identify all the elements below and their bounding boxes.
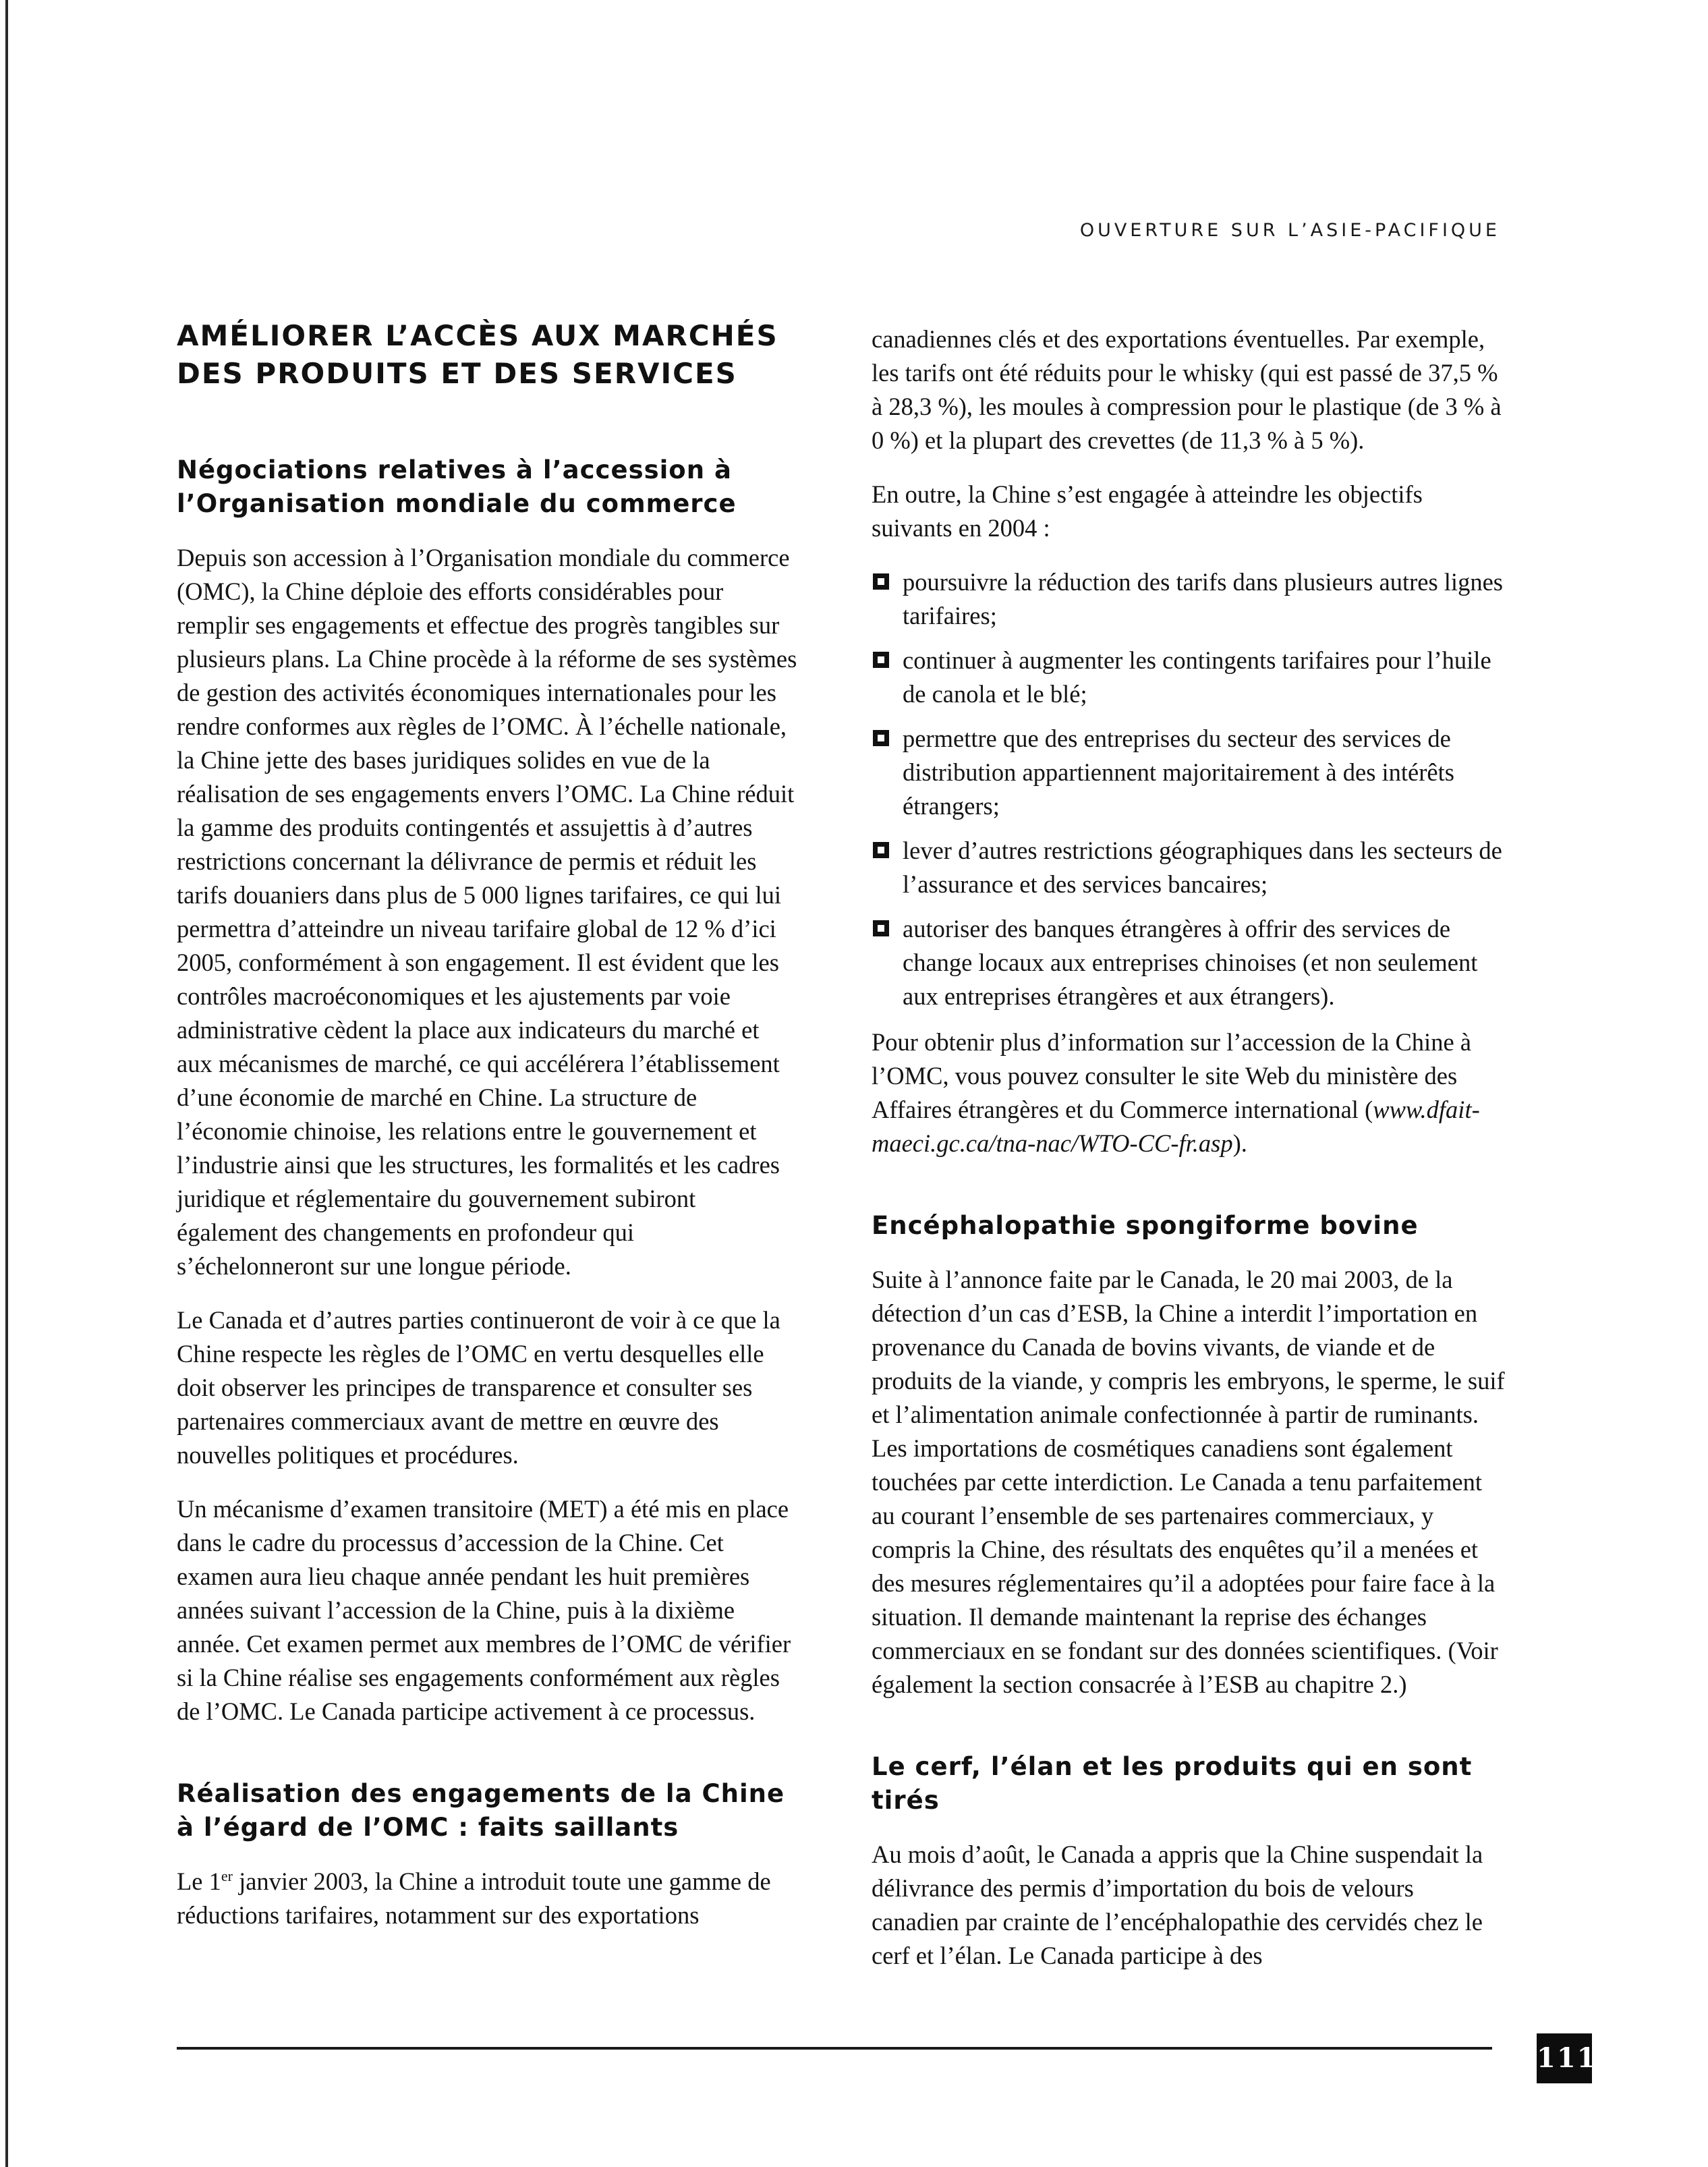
objectives-list [872, 565, 1506, 1013]
heading-commitments-line1: Réalisation des engagements de la Chine [177, 1779, 785, 1808]
right-column [872, 322, 1506, 1993]
square-bullet-icon [873, 920, 889, 936]
paragraph-more-info [872, 1025, 1506, 1160]
heading-commitments [177, 1777, 804, 1845]
paragraph-transparency: Le Canada et d’autres parties continueront de voir à ce que la Chine respecte les règles de l’OMC en vertu desquelles elle doit observer les principes de transparence et consulter ses partenaires commerciaux avant de mettre en œuvre des nouvelles politiques et procédures. [177, 1306, 780, 1469]
list-item [872, 644, 1506, 711]
heading-wto-accession-line1: Négociations relatives à l’accession à [177, 455, 732, 484]
page-binding-edge [5, 0, 8, 2167]
list-item [872, 722, 1506, 823]
paragraph-wto-progress: Depuis son accession à l’Organisation mondiale du commerce (OMC), la Chine déploie des efforts considérables pour remplir ses engagements et effectue des progrès tangibles sur plusieurs plans. La Chine procède à la réforme de ses systèmes de gestion des activités économiques internationales pour les rendre conformes aux règles de l’OMC. À l’échelle nationale, la Chine jette des bases juridiques solides en vue de la réalisation de ses engagements envers l’OMC. La Chine réduit la gamme des produits contingentés et assujettis à d’autres restrictions concernant la délivrance de permis et réduit les tarifs douaniers dans plus de 5 000 lignes tarifaires, ce qui lui permettra d’atteindre un niveau tarifaire global de 12 % d’ici 2005, conformément à son engagement. Il est évident que les contrôles macroéconomiques et les ajustements par voie administrative cèdent la place aux indicateurs du marché et aux mécanismes de marché, ce qui accélérera l’établissement d’une économie de marché en Chine. La structure de l’économie chinoise, les relations entre le gouvernement et l’industrie ainsi que les structures, les formalités et les cadres juridique et réglementaire du gouvernement subiront également des changements en profondeur qui s’échelonneront sur une longue période. [177, 544, 797, 1280]
more-info-close: ). [1232, 1129, 1247, 1157]
page-number: 111 [1537, 2033, 1592, 2083]
ordinal-superscript: er [221, 1867, 233, 1884]
heading-deer-elk: Le cerf, l’élan et les produits qui en sont tirés [872, 1752, 1473, 1815]
list-item-text: poursuivre la réduction des tarifs dans plusieurs autres lignes tarifaires; [903, 568, 1503, 629]
para-date-text: Le 1 [177, 1867, 221, 1895]
list-item [872, 912, 1506, 1013]
list-item-text: lever d’autres restrictions géographiques dans les secteurs de l’assurance et des services bancaires; [903, 837, 1502, 898]
paragraph-2004-objectives: En outre, la Chine s’est engagée à atteindre les objectifs suivants en 2004 : [872, 480, 1423, 542]
heading-wto-accession [177, 453, 804, 521]
para-tariff-text: janvier 2003, la Chine a introduit toute une gamme de réductions tarifaires, notamment sur des exportations [177, 1867, 771, 1929]
heading-bse: Encéphalopathie spongiforme bovine [872, 1211, 1419, 1240]
list-item-text: autoriser des banques étrangères à offrir des services de change locaux aux entreprises chinoises (et non seulement aux entreprises étrangères et aux étrangers). [903, 915, 1478, 1010]
paragraph-transitional-review: Un mécanisme d’examen transitoire (MET) a été mis en place dans le cadre du processus d’accession de la Chine. Cet examen aura lieu chaque année pendant les huit premières années suivant l’accession de la Chine, puis à la dixième année. Cet examen permet aux membres de l’OMC de vérifier si la Chine réalise ses engagements conformément aux règles de l’OMC. Le Canada participe activement à ce processus. [177, 1495, 791, 1725]
square-bullet-icon [873, 842, 889, 858]
footer-rule [177, 2047, 1492, 2050]
list-item-text: permettre que des entreprises du secteur des services de distribution appartiennent majoritairement à des intérêts étrangers; [903, 725, 1454, 820]
more-info-text: Pour obtenir plus d’information sur l’accession de la Chine à l’OMC, vous pouvez consulter le site Web du ministère des Affaires étrangères et du Commerce international ( [872, 1028, 1471, 1123]
running-head: OUVERTURE SUR L’ASIE-PACIFIQUE [1079, 220, 1500, 241]
paragraph-deer-elk: Au mois d’août, le Canada a appris que la Chine suspendait la délivrance des permis d’importation du bois de velours canadien par crainte de l’encéphalopathie des cervidés chez le cerf et l’élan. Le Canada participe à des [872, 1840, 1483, 1969]
list-item [872, 565, 1506, 633]
left-column [177, 317, 804, 1952]
paragraph-bse: Suite à l’annonce faite par le Canada, le 20 mai 2003, de la détection d’un cas d’ESB, la Chine a interdit l’importation en provenance du Canada de bovins vivants, de viande et de produits de la viande, y compris les embryons, le sperme, le suif et l’alimentation animale confectionnée à partir de ruminants. Les importations de cosmétiques canadiens sont également touchées par cette interdiction. Le Canada a tenu parfaitement au courant l’ensemble de ses partenaires commerciaux, y compris la Chine, des résultats des enquêtes qu’il a menées et des mesures réglementaires qu’il a adoptées pour faire face à la situation. Il demande maintenant la reprise des échanges commerciaux en se fondant sur des données scientifiques. (Voir également la section consacrée à l’ESB au chapitre 2.) [872, 1266, 1505, 1698]
paragraph-tariff-reductions-cont: canadiennes clés et des exportations éventuelles. Par exemple, les tarifs ont été réduits pour le whisky (qui est passé de 37,5 % à 28,3 %), les moules à compression pour le plastique (de 3 % à 0 %) et la plupart des crevettes (de 11,3 % à 5 %). [872, 325, 1502, 454]
list-item-text: continuer à augmenter les contingents tarifaires pour l’huile de canola et le blé; [903, 646, 1491, 708]
square-bullet-icon [873, 730, 889, 746]
section-title [177, 317, 804, 393]
square-bullet-icon [873, 573, 889, 590]
heading-wto-accession-line2: l’Organisation mondiale du commerce [177, 489, 737, 518]
section-title-line1: AMÉLIORER L’ACCÈS AUX MARCHÉS [177, 319, 778, 352]
list-item [872, 834, 1506, 901]
paragraph-tariff-reductions-start [177, 1865, 797, 1932]
heading-commitments-line2: à l’égard de l’OMC : faits saillants [177, 1813, 679, 1842]
square-bullet-icon [873, 652, 889, 668]
section-title-line2: DES PRODUITS ET DES SERVICES [177, 357, 737, 390]
dfait-link[interactable]: www.dfait-maeci.gc.ca/tna-nac/WTO-CC-fr.asp [872, 1096, 1480, 1157]
